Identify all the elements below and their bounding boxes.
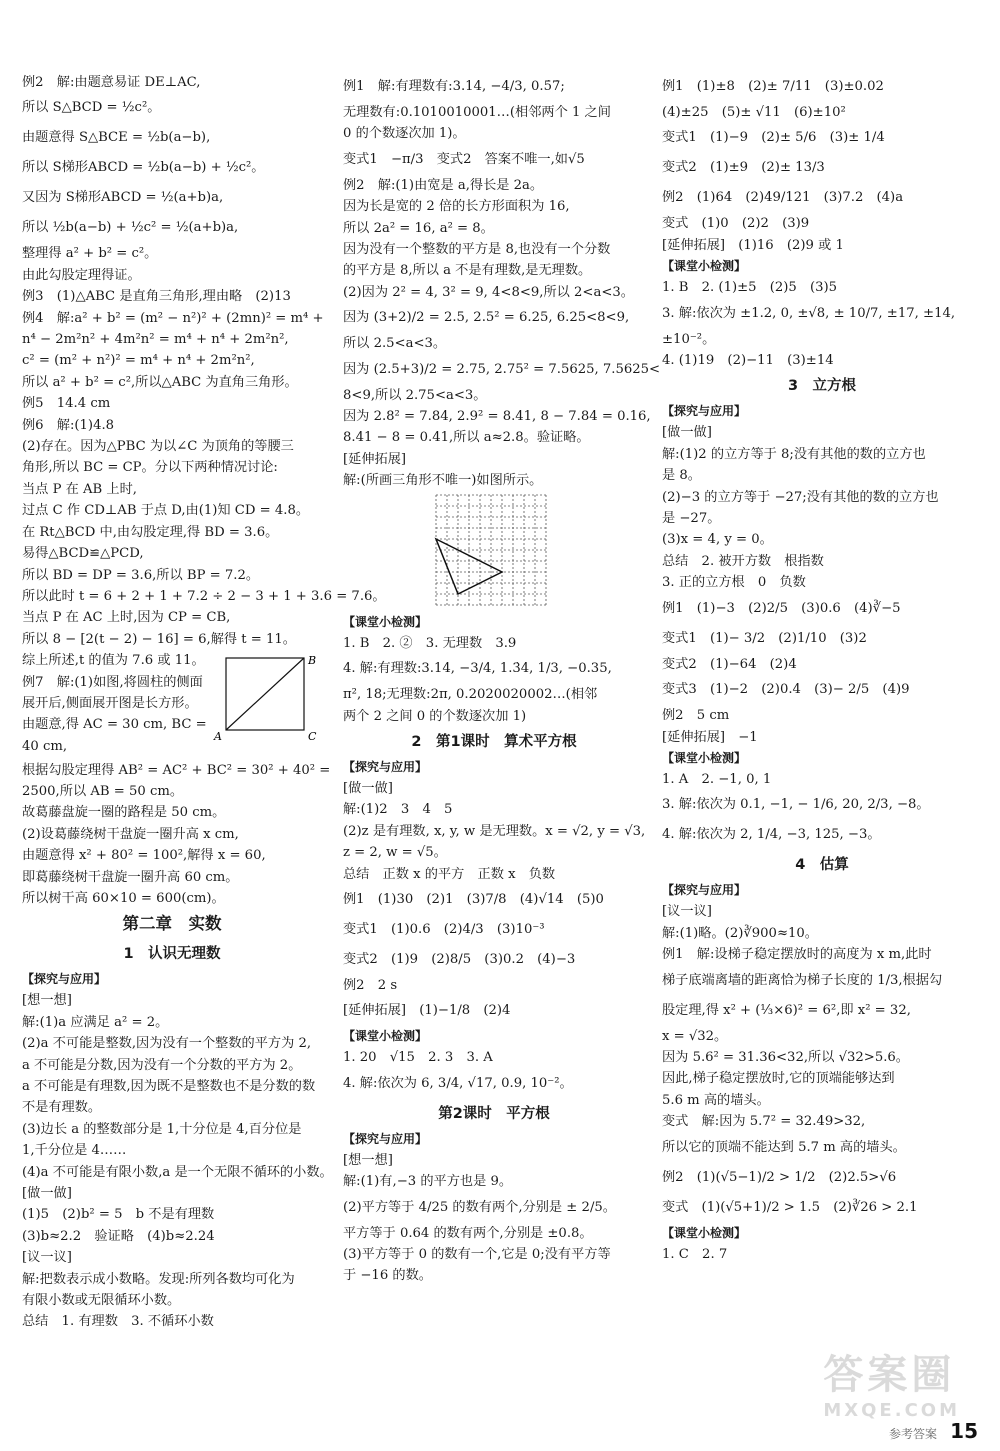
text-line: (2)存在。因为△PBC 为以∠C 为顶角的等腰三 xyxy=(22,439,294,455)
text-line: 角形,所以 BC = CP。分以下两种情况讨论: xyxy=(22,460,278,476)
cylinder-unfold-rectangle-figure xyxy=(212,652,320,742)
text-line: 因为 (2.5+3)/2 = 2.75, 2.75² = 7.5625, 7.5625< xyxy=(343,361,661,377)
text-line: 总结 2. 被开方数 根指数 xyxy=(662,553,824,569)
text-line: 展开后,侧面展开图是长方形。 xyxy=(22,695,198,711)
text-line: [延伸拓展] (1)16 (2)9 或 1 xyxy=(662,237,844,253)
label-a: A xyxy=(214,729,222,743)
text-line: a 不可能是有理数,因为既不是整数也不是分数的数 xyxy=(22,1079,316,1094)
text-line: 变式1 (1)0.6 (2)4/3 (3)10⁻³ xyxy=(343,921,545,937)
text-line: 解:(所画三角形不唯一)如图所示。 xyxy=(343,473,543,489)
section-label: 【探究与应用】 xyxy=(343,759,428,774)
text-line: 整理得 a² + b² = c²。 xyxy=(22,246,158,262)
watermark-url: MXQE.COM xyxy=(823,1400,960,1421)
text-line: 在 Rt△BCD 中,由勾股定理,得 BD = 3.6。 xyxy=(22,524,279,540)
text-line: 4. (1)19 (2)−11 (3)±14 xyxy=(662,353,834,369)
text-line: 解:把数表示成小数略。发现:所列各数均可化为 xyxy=(22,1271,295,1287)
text-line: 例2 (1)(√5−1)/2 > 1/2 (2)2.5>√6 xyxy=(662,1169,897,1185)
text-line: 例1 (1)−3 (2)2/5 (3)0.6 (4)∛−5 xyxy=(662,600,901,616)
text-line: c² = (m² + n²)² = m⁴ + n⁴ + 2m²n², xyxy=(22,353,255,369)
text-line: 例2 5 cm xyxy=(662,708,730,724)
text-line: 所以 2a² = 16, a² = 8。 xyxy=(343,220,494,236)
text-line: (4)a 不可能是有限小数,a 是一个无限不循环的小数。 xyxy=(22,1164,333,1180)
text-line: 变式 解:因为 5.7² = 32.49>32, xyxy=(662,1114,866,1130)
text-line: 的平方是 8,所以 a 不是有理数,是无理数。 xyxy=(343,263,592,279)
text-line: 例2 解:由题意易证 DE⊥AC, xyxy=(22,75,201,90)
text-line: 例1 解:设梯子稳定摆放时的高度为 x m,此时 xyxy=(662,947,932,963)
text-line: 因为 5.6² = 31.36<32,所以 √32>5.6。 xyxy=(662,1049,909,1065)
text-line: (3)平方等于 0 的数有一个,它是 0;没有平方等 xyxy=(343,1246,611,1262)
text-line: 变式1 (1)−9 (2)± 5/6 (3)± 1/4 xyxy=(662,130,885,146)
text-line: 1. 20 √15 2. 3 3. A xyxy=(343,1050,493,1066)
text-line: 例2 2 s xyxy=(343,977,398,993)
text-line: π², 18;无理数:2π, 0.2020020002…(相邻 xyxy=(343,687,598,703)
section-label: 【课堂小检测】 xyxy=(343,1029,428,1044)
text-line: 故葛藤盘旋一圈的路程是 50 cm。 xyxy=(22,805,226,821)
text-line: (2)设葛藤绕树干盘旋一圈升高 x cm, xyxy=(22,826,239,842)
page-footer xyxy=(889,1419,978,1443)
text-line: [议一议] xyxy=(22,1250,72,1266)
text-line: [做一做] xyxy=(22,1186,72,1202)
chapter-title: 第二章 实数 xyxy=(122,914,222,934)
text-line: [延伸拓展] −1 xyxy=(662,729,758,745)
text-line: 综上所述,t 的值为 7.6 或 11。 xyxy=(22,653,205,669)
text-line: 易得△BCD≌△PCD, xyxy=(22,546,144,562)
text-line: 不是有理数。 xyxy=(22,1100,102,1116)
grid-svg xyxy=(435,494,555,608)
text-line: 例2 (1)64 (2)49/121 (3)7.2 (4)a xyxy=(662,190,904,206)
text-line: 2500,所以 AB = 50 cm。 xyxy=(22,783,184,799)
text-line: (4)±25 (5)± √11 (6)±10² xyxy=(662,105,846,120)
text-line: (1)5 (2)b² = 5 b 不是有理数 xyxy=(22,1207,215,1223)
text-line: 所以 a² + b² = c²,所以△ABC 为直角三角形。 xyxy=(22,374,298,390)
text-line: 总结 正数 x 的平方 正数 x 负数 xyxy=(343,866,556,882)
text-line: a 不可能是分数,因为没有一个分数的平方为 2。 xyxy=(22,1057,302,1073)
text-line: 两个 2 之间 0 的个数逐次加 1) xyxy=(343,708,527,724)
text-line: 变式1 (1)− 3/2 (2)1/10 (3)2 xyxy=(662,630,867,646)
text-line: 解:(1)略。(2)∛900≈10。 xyxy=(662,925,818,941)
text-line: x = √32。 xyxy=(662,1028,728,1044)
text-line: 所以 8 − [2(t − 2) − 16] = 6,解得 t = 11。 xyxy=(22,631,296,647)
section-title: 3 立方根 xyxy=(787,378,857,395)
text-line: 又因为 S梯形ABCD = ½(a+b)a, xyxy=(22,190,224,206)
text-line: 例4 解:a² + b² = (m² − n²)² + (2mn)² = m⁴ + xyxy=(22,310,324,326)
text-line: 例2 解:(1)由宽是 a,得长是 2a。 xyxy=(343,177,544,193)
section-label: 【探究与应用】 xyxy=(22,972,107,987)
text-line: 3. 正的立方根 0 负数 xyxy=(662,575,806,591)
text-line: 解:(1)a 应满足 a² = 2。 xyxy=(22,1014,169,1030)
text-line: 平方等于 0.64 的数有两个,分别是 ±0.8。 xyxy=(343,1225,593,1241)
text-line: 当点 P 在 AC 上时,因为 CP = CB, xyxy=(22,610,231,626)
text-line: 由题意得 x² + 80² = 100²,解得 x = 60, xyxy=(22,848,266,864)
text-line: 1. C 2. 7 xyxy=(662,1246,728,1262)
page-number: 15 xyxy=(950,1419,978,1443)
text-line: [做一做] xyxy=(343,780,393,796)
text-line: 4. 解:有理数:3.14, −3/4, 1.3̇4̇, 1/3, −0.35, xyxy=(343,661,612,677)
text-line: [做一做] xyxy=(662,425,712,441)
text-line: 8.41 − 8 = 0.41,所以 a≈2.8。验证略。 xyxy=(343,430,590,446)
text-line: n⁴ − 2m²n² + 4m²n² = m⁴ + n⁴ + 2m²n², xyxy=(22,332,289,348)
text-line: (3)边长 a 的整数部分是 1,十分位是 4,百分位是 xyxy=(22,1121,302,1137)
text-line: 变式2 (1)9 (2)8/5 (3)0.2 (4)−3 xyxy=(343,951,576,967)
text-line: 股定理,得 x² + (⅓×6)² = 6²,即 x² = 32, xyxy=(662,1002,911,1018)
text-line: 解:(1)有,−3 的平方也是 9。 xyxy=(343,1174,513,1190)
text-line: 过点 C 作 CD⊥AB 于点 D,由(1)知 CD = 4.8。 xyxy=(22,503,310,519)
text-line: 无理数有:0.1010010001…(相邻两个 1 之间 xyxy=(343,105,611,120)
section-title: 1 认识无理数 xyxy=(123,946,221,963)
text-line: 变式 (1)0 (2)2 (3)9 xyxy=(662,216,810,232)
section-label: 【课堂小检测】 xyxy=(662,1225,747,1240)
text-line: 3. 解:依次为 ±1.2, 0, ±√8, ± 10/7, ±17, ±14, xyxy=(662,305,956,321)
column-middle xyxy=(343,72,661,1287)
text-line: 因此,梯子稳定摆放时,它的顶端能够达到 xyxy=(662,1071,895,1087)
text-line: 变式2 (1)−64 (2)4 xyxy=(662,656,797,672)
footer-label: 参考答案 xyxy=(889,1427,938,1441)
text-line: 例7 解:(1)如图,将圆柱的侧面 xyxy=(22,674,203,690)
text-line: 8<9,所以 2.75<a<3。 xyxy=(343,387,487,403)
text-line: 总结 1. 有理数 3. 不循环小数 xyxy=(22,1314,214,1330)
text-line: 因为 (3+2)/2 = 2.5, 2.5² = 6.25, 6.25<8<9, xyxy=(343,310,630,326)
text-line: 0 的个数逐次加 1)。 xyxy=(343,126,466,142)
text-line: 4. 解:依次为 6, 3/4, √17, 0.9, 10⁻²。 xyxy=(343,1075,573,1091)
section-label: 【探究与应用】 xyxy=(343,1131,428,1146)
text-line: 因为长是宽的 2 倍的长方形面积为 16, xyxy=(343,199,570,215)
text-line: 因为没有一个整数的平方是 8,也没有一个分数 xyxy=(343,242,611,258)
text-line: 根据勾股定理得 AB² = AC² + BC² = 30² + 40² = xyxy=(22,762,331,778)
text-line: 变式1 −π/3 变式2 答案不唯一,如√5 xyxy=(343,151,585,167)
text-line: (2)z 是有理数, x, y, w 是无理数。x = √2, y = √3, xyxy=(343,823,646,839)
text-line: 由此勾股定理得证。 xyxy=(22,267,141,283)
diagonal-line xyxy=(226,658,304,730)
section-title: 第2课时 平方根 xyxy=(438,1105,550,1122)
text-line: 5.6 m 高的墙头。 xyxy=(662,1092,770,1108)
watermark xyxy=(823,1343,960,1421)
text-line: (3)b≈2.2 验证略 (4)b≈2.24 xyxy=(22,1228,215,1244)
text-line: 1. B 2. (1)±5 (2)5 (3)5 xyxy=(662,280,838,296)
section-label: 【探究与应用】 xyxy=(662,883,747,898)
text-line: 是 −27。 xyxy=(662,511,721,527)
text-line: 例1 (1)30 (2)1 (3)7/8 (4)√14 (5)0 xyxy=(343,891,604,907)
text-line: [想一想] xyxy=(22,993,72,1009)
text-line: (2)a 不可能是整数,因为没有一个整数的平方为 2, xyxy=(22,1036,312,1052)
text-line: 3. 解:依次为 0.1, −1, − 1/6, 20, 2/3, −8。 xyxy=(662,797,930,813)
text-line: ±10⁻²。 xyxy=(662,331,716,347)
text-line: 变式3 (1)−2 (2)0.4 (3)− 2/5 (4)9 xyxy=(662,682,910,698)
text-line: 例1 解:有理数有:3.14, −4/3, 0.5̇7̇; xyxy=(343,79,565,94)
text-line: (2)−3 的立方等于 −27;没有其他的数的立方也 xyxy=(662,489,939,505)
text-line: 所以 S梯形ABCD = ½b(a−b) + ½c²。 xyxy=(22,160,265,176)
grid-lines xyxy=(436,495,546,605)
section-label: 【探究与应用】 xyxy=(662,404,747,419)
text-line: 于 −16 的数。 xyxy=(343,1268,432,1284)
text-line: 变式2 (1)±9 (2)± 13/3 xyxy=(662,160,825,176)
text-line: (2)因为 2² = 4, 3² = 9, 4<8<9,所以 2<a<3。 xyxy=(343,284,634,300)
text-line: [延伸拓展] xyxy=(343,451,407,467)
column-right xyxy=(662,72,982,1265)
text-line: 例3 (1)△ABC 是直角三角形,理由略 (2)13 xyxy=(22,289,291,305)
text-line: 当点 P 在 AB 上时, xyxy=(22,481,137,497)
text-line: 是 8。 xyxy=(662,468,701,484)
text-line: 4. 解:依次为 2, 1/4, −3, 125, −3。 xyxy=(662,827,881,843)
triangle-grid-figure xyxy=(343,492,645,612)
text-line: 例6 解:(1)4.8 xyxy=(22,417,115,433)
text-line: 即葛藤绕树干盘旋一圈升高 60 cm。 xyxy=(22,869,239,885)
watermark-text: 答案圈 xyxy=(823,1352,956,1398)
section-title: 2 第1课时 算术平方根 xyxy=(411,733,577,750)
text-line: 解:(1)2 的立方等于 8;没有其他的数的立方也 xyxy=(662,446,926,462)
text-line: [想一想] xyxy=(343,1152,393,1168)
text-line: 所以树干高 60×10 = 600(cm)。 xyxy=(22,890,225,906)
text-line: 有限小数或无限循环小数。 xyxy=(22,1293,181,1309)
text-line: 所以 ½b(a−b) + ½c² = ½(a+b)a, xyxy=(22,220,239,236)
label-b: B xyxy=(308,653,317,667)
section-label: 【课堂小检测】 xyxy=(343,614,428,629)
text-line: 所以此时 t = 6 + 2 + 1 + 7.2 ÷ 2 − 3 + 1 + 3.6 = 7.6。 xyxy=(22,588,386,604)
text-line: 所以 S△BCD = ½c²。 xyxy=(22,100,161,116)
text-line: 变式 (1)(√5+1)/2 > 1.5 (2)∛26 > 2.1 xyxy=(662,1199,918,1215)
text-line: [延伸拓展] (1)−1/8 (2)4 xyxy=(343,1003,511,1019)
text-line: 解:(1)2 3 4 5 xyxy=(343,802,453,818)
text-line: [议一议] xyxy=(662,904,712,920)
text-line: 所以 2.5<a<3。 xyxy=(343,336,447,352)
text-line: 所以它的顶端不能达到 5.7 m 高的墙头。 xyxy=(662,1139,906,1155)
text-line: 1. A 2. −1, 0, 1 xyxy=(662,771,772,787)
text-line: z = 2, w = √5。 xyxy=(343,845,447,861)
section-label: 【课堂小检测】 xyxy=(662,750,747,765)
text-line: 所以 BD = DP = 3.6,所以 BP = 7.2。 xyxy=(22,567,260,583)
text-line: 例5 14.4 cm xyxy=(22,396,111,412)
text-line: 由题意,得 AC = 30 cm, BC = xyxy=(22,717,207,733)
section-title: 4 估算 xyxy=(795,857,849,874)
text-line: 例1 (1)±8 (2)± 7/11 (3)±0.02 xyxy=(662,79,884,94)
text-line: 40 cm, xyxy=(22,738,68,754)
text-line: 1. B 2. ② 3. 无理数 3.9 xyxy=(343,635,517,651)
text-line: 因为 2.8² = 7.84, 2.9² = 8.41, 8 − 7.84 = 0.16, xyxy=(343,409,651,425)
text-line: 由题意得 S△BCE = ½b(a−b), xyxy=(22,130,211,146)
label-c: C xyxy=(308,729,317,743)
text-line: (3)x = 4, y = 0。 xyxy=(662,532,773,548)
text-line: 梯子底端离墙的距离恰为梯子长度的 1/3,根据勾 xyxy=(662,972,943,988)
section-label: 【课堂小检测】 xyxy=(662,259,747,274)
text-line: (2)平方等于 4/25 的数有两个,分别是 ± 2/5。 xyxy=(343,1199,616,1215)
text-line: 1,千分位是 4…… xyxy=(22,1143,127,1159)
